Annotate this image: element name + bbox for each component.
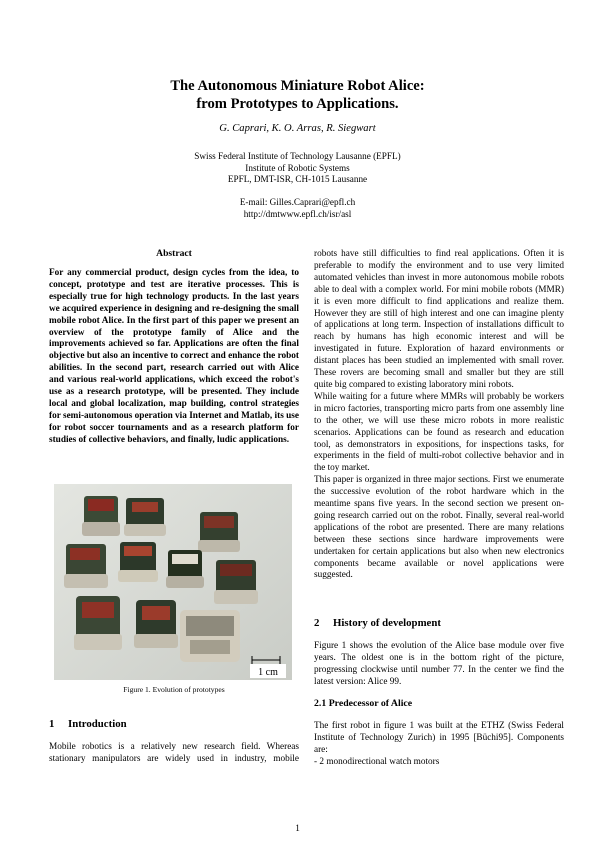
paragraph: This paper is organized in three major sections. First we enumerate the successive evolution of the robot hardware which in the meantime spans five years. In the second section we present on-going research carried out on the robot. Finally, several real-world applications of the robot are presented. There are many relations between these sections since hardware improvements were undertaken for certain applications but also when new electronics components became available or novel applications were suggested. (314, 475, 564, 581)
page-number: 1 (295, 823, 300, 833)
paragraph: robots have still difficulties to find real applications. Often it is preferable to modify the environment and to use very limited automated vehicles than invest in more autonomous mobile robots able to deal with a complex world. For mini mobile robots (MMR) it is even more difficult to find applications and realize them. However they are still of high interest and one can imagine plenty of applications at long term. Inspection of installations difficult to reach by humans has high economic interest and will be investigated in future. Exploration of hazard environments or distant places has been studied an implemented with small rover. These rovers are becoming small and smaller but they are still quite big compared to existing laboratory mini robots. (314, 249, 564, 390)
figure-caption: Figure 1. Evolution of prototypes (123, 685, 225, 694)
authors: G. Caprari, K. O. Arras, R. Siegwart (219, 123, 376, 134)
paper-title-line-2: from Prototypes to Applications. (196, 96, 399, 112)
affiliation-line-1: Swiss Federal Institute of Technology Lausanne (EPFL) (194, 151, 401, 161)
subsection-2-1-text (314, 721, 564, 769)
robot-prototype (198, 512, 240, 552)
robot-prototype (134, 600, 178, 648)
intro-text (49, 742, 299, 766)
robot-prototype (118, 542, 158, 582)
section-1-heading: Introduction (68, 718, 127, 730)
robot-prototype (82, 496, 120, 536)
abstract-text (49, 268, 299, 447)
prototype-photo (54, 484, 292, 680)
list-item: - 2 monodirectional watch motors (314, 756, 440, 767)
robot-prototype (74, 596, 122, 650)
robot-prototype (166, 550, 204, 588)
abstract-paragraph: For any commercial product, design cycles from the idea, to concept, prototype and test are iterative processes. This is especially true for high technology products. In the last years we acquired experience in designing and re-designing the small mobile robot Alice. In the first part of this paper we present an overview of the prototype family of Alice and the improvements achieved so far. Applications are often the final objective but also an incentive to correct and enhance the robot abilities. In the second part, research carried out with Alice and various real-world applications, which exceed the robot's use as a research prototype, will be presented. They include local and global localization, map building, control strategies for semi-autonomous operation via Internet and Matlab, its use for robot soccer tournaments and as a research platform for studies of collective behaviors, and finally, ludic applications. (49, 268, 299, 445)
contact-email: E-mail: Gilles.Caprari@epfl.ch (239, 197, 356, 207)
abstract-heading: Abstract (156, 248, 192, 259)
contact-url: http://dmtwww.epfl.ch/isr/asl (243, 209, 352, 219)
right-column (314, 249, 564, 582)
section-2-number: 2 (314, 617, 320, 629)
section-1-number: 1 (49, 718, 55, 730)
subsection-2-1-heading: 2.1 Predecessor of Alice (314, 698, 413, 709)
section-2-text (314, 641, 564, 689)
robots-illustration (54, 484, 292, 680)
affiliation-line-3: EPFL, DMT-ISR, CH-1015 Lausanne (227, 174, 368, 184)
paragraph: The first robot in figure 1 was built at the ETHZ (Swiss Federal Institute of Technology Zurich) in 1995 [Büchi95]. Components are: (314, 721, 564, 755)
robot-prototype (214, 560, 258, 604)
section-2-heading: History of development (333, 617, 441, 629)
scale-label: 1 cm (258, 667, 278, 678)
affiliation-line-2: Institute of Robotic Systems (245, 163, 350, 173)
robot-prototype (64, 544, 108, 588)
robot-prototype (180, 610, 240, 662)
paper-title-line-1: The Autonomous Miniature Robot Alice: (170, 78, 425, 94)
intro-paragraph: Mobile robotics is a relatively new research field. Whereas stationary manipulators are widely used in industry, mobile (49, 742, 299, 764)
paragraph: While waiting for a future where MMRs will probably be workers in micro factories, transporting micro parts from one assembly line to the other, we will use these micro robots in more realistic scenarios. Applications can be found as research and education tool, as demonstrators in expositions, for inspections tasks, for experiments in the field of multi-robot collective behavior and in the toy market. (314, 391, 564, 474)
robot-prototype (124, 498, 166, 536)
paragraph: Figure 1 shows the evolution of the Alice base module over five years. The oldest one is in the bottom right of the picture, progressing clockwise until number 77. In the center we find the latest version: Alice 99. (314, 641, 564, 687)
